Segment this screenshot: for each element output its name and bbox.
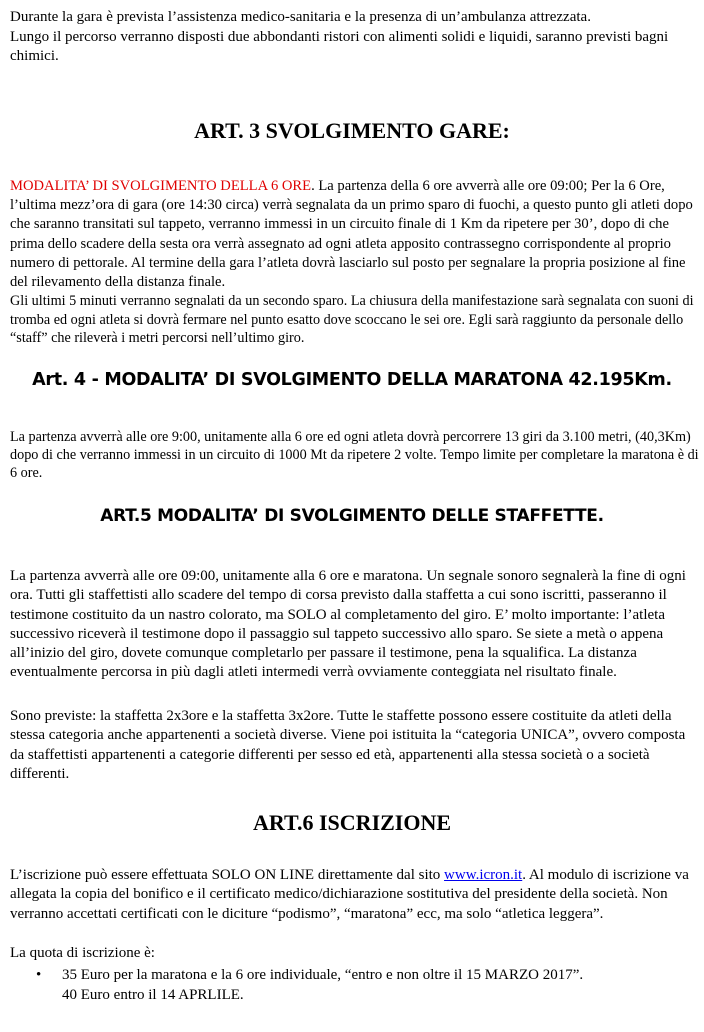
art5-body-1a: La partenza avverrà alle ore 09:00, unitamente alla 6 ore e maratona [10, 568, 419, 584]
art3-highlight: MODALITA’ DI SVOLGIMENTO DELLA 6 ORE [10, 178, 312, 194]
art5-heading: ART.5 MODALITA’ DI SVOLGIMENTO DELLE STAFFETTE. [100, 506, 604, 526]
intro-line-1: Durante la gara è prevista l’assistenza medico-sanitaria e la presenza di un’ambulanza attrezzata. [10, 9, 591, 25]
list-item [36, 965, 696, 1009]
art6-paragraph [10, 866, 700, 924]
art5-paragraph-1 [10, 567, 700, 683]
art6-heading: ART.6 ISCRIZIONE [252, 810, 452, 835]
art6-body-post: . Al modulo di iscrizione va allegata la copia del bonifico e il certificato medico/dichiarazione sostitutiva del presidente della società. Non verranno accettati certificati con le diciture “podismo”, “maratona” ecc, ma solo “atletica leggera”. [10, 867, 689, 922]
art4-heading: Art. 4 - MODALITA’ DI SVOLGIMENTO DELLA MARATONA 42.195Km. [32, 370, 672, 390]
icron-link[interactable]: www.icron.it [444, 867, 523, 883]
art3-paragraph-1 [10, 177, 700, 292]
art6-body-pre: L’iscrizione può essere effettuata SOLO ON LINE direttamente dal sito [10, 867, 445, 883]
art4-paragraph: La partenza avverrà alle ore 9:00, unitamente alla 6 ore ed ogni atleta dovrà percorrere 13 giri da 3.100 metri, (40,3Km) dopo di che verranno immessi in un circuito di 1000 Mt da ripetere 2 volte. Tempo limite per completare la maratona è di 6 ore. [10, 429, 699, 482]
art5-body-1b: . Un segnale sonoro segnalerà la fine di ogni ora. Tutti gli staffettisti allo scadere del tempo di corsa previsto dalla staffetta a cui sono iscritti, passeranno il testimone costituito da un nastro colorato, ma SOLO al completamento del giro. E’ molto importante: l’atleta successivo riceverà il testimone dopo il passaggio sul tappeto successivo allo sparo. Se siete a metà o appena all’inizio del giro, dovete comunque completarlo per passare il testimone, pena la squalifica. La distanza eventualmente percorsa in più dagli atleti intermedi verrà ovviamente conteggiata nel risultato finale. [10, 568, 686, 681]
art3-body-1: . La partenza della 6 ore avverrà alle ore 09:00; Per la 6 Ore, l’ultima mezz’ora di gara (ore 14:30 circa) verrà segnalata da un primo sparo di fuochi, a questo punto gli atleti dopo che saranno transitati sul tappeto, verranno immessi in un circuito finale di 1 Km da ripetere per 30’, dopo di che prima dello scadere della sesta ora verrà assegnato ad ogni atleta apposito contrassegno corrispondente al proprio numero di pettorale. Al termine della gara l’atleta dovrà lasciarlo sul posto per segnalare la propria posizione al fine del rilevamento della distanza finale. [10, 178, 693, 291]
bullet-line-2: 40 Euro entro il 14 APRLILE. [62, 987, 244, 1003]
quota-label: La quota di iscrizione è: [10, 945, 155, 961]
intro-paragraph [10, 8, 700, 67]
bullet-line-1: 35 Euro per la maratona e la 6 ore individuale, “entro e non oltre il 15 MARZO 2017”. [62, 967, 584, 983]
art5-paragraph-2: Sono previste: la staffetta 2x3ore e la staffetta 3x2ore. Tutte le staffette possono essere costituite da atleti della stessa categoria anche appartenenti a società diverse. Viene poi istituita la “categoria UNICA”, ovvero composta da staffettisti appartenenti a categorie differenti per sesso ed età, appartenenti alla stessa società o a società differenti. [10, 708, 686, 782]
bullet-text [62, 965, 702, 1005]
art3-paragraph-2: Gli ultimi 5 minuti verranno segnalati da un secondo sparo. La chiusura della manifestazione sarà segnalata con suoni di tromba ed ogni atleta si dovrà fermare nel punto esatto dove scoccano le sei ore. Egli sarà raggiunto da personale dello “staff” che rileverà i metri percorsi nell’ultimo giro. [10, 293, 694, 347]
art3-heading: ART. 3 SVOLGIMENTO GARE: [194, 118, 510, 143]
intro-line-2: Lungo il percorso verranno disposti due abbondanti ristori con alimenti solidi e liquidi, saranno previsti bagni chimici. [10, 28, 669, 64]
bullet-icon: • [36, 967, 42, 983]
